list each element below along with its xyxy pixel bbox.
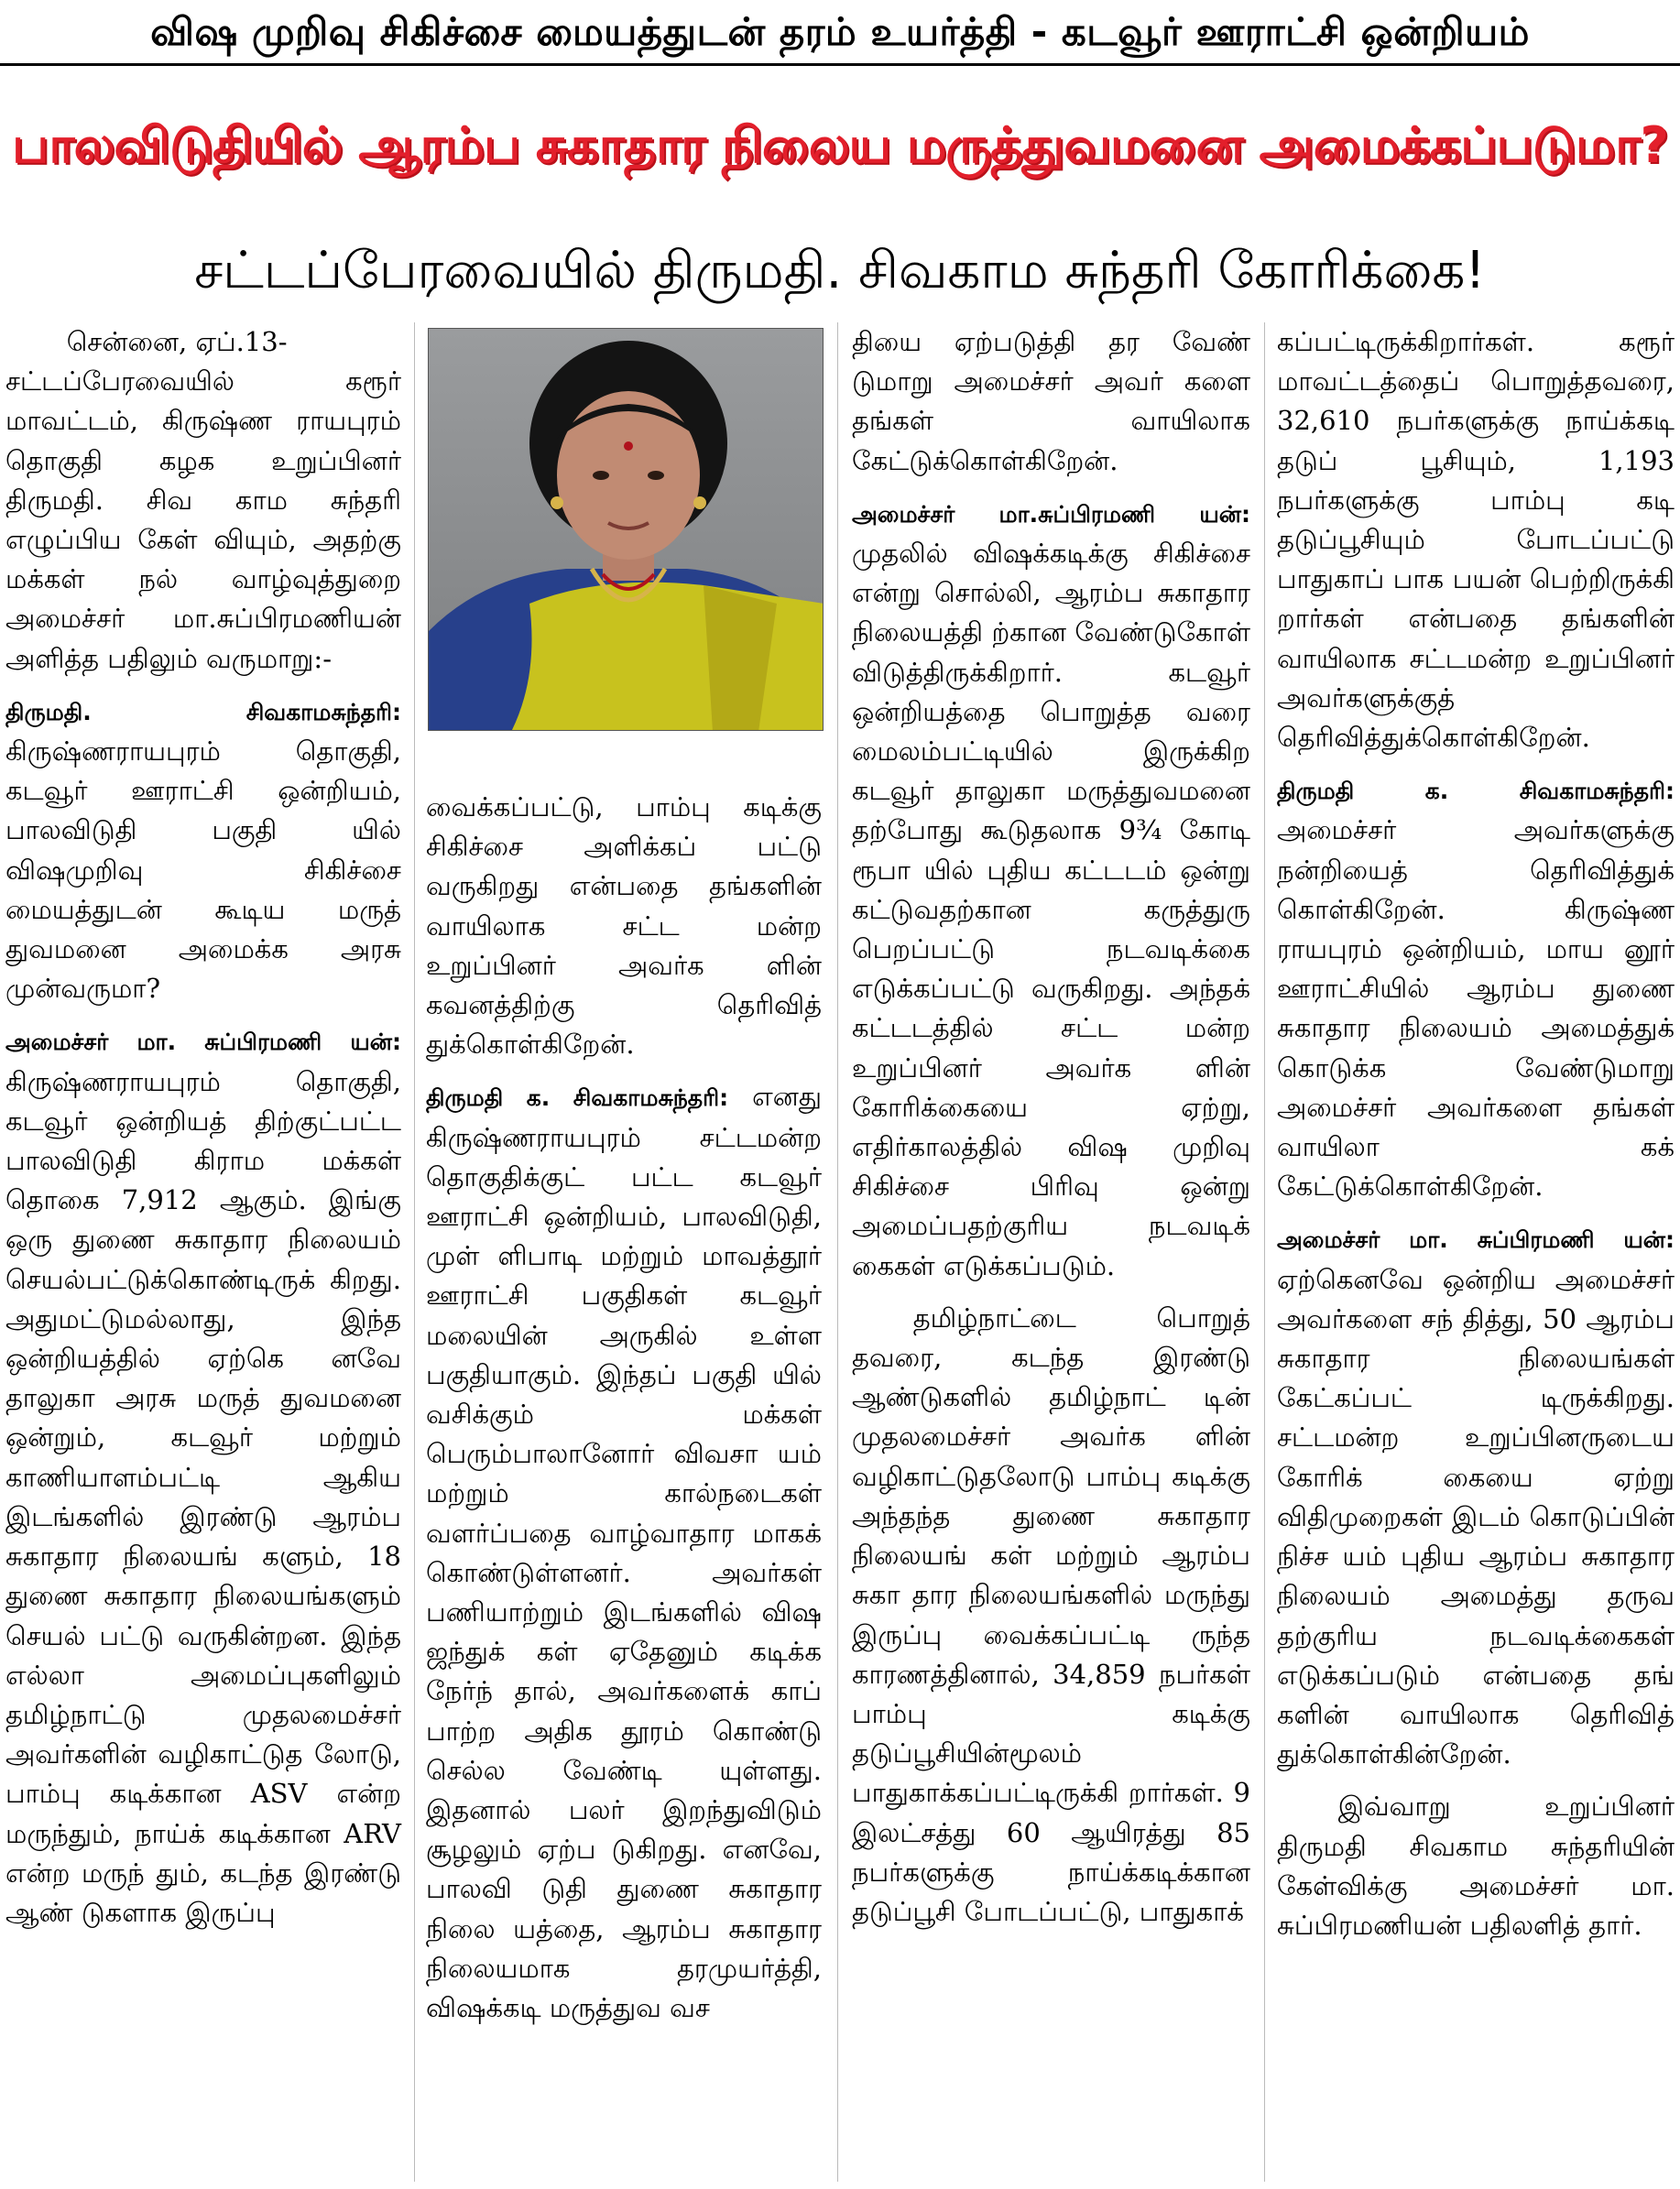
answer-1: [5, 1021, 401, 1933]
speaker-label: திருமதி க. சிவகாமசுந்தரி:: [1277, 778, 1675, 805]
answer-2-text: முதலில் விஷக்கடிக்கு சிகிச்சை என்று சொல்லி, ஆரம்ப சுகாதார நிலையத்தி ற்கான வேண்டுகோள் விடுத்திருக்கிறார். கடவூர் ஒன்றியத்தை பொறுத்த வரை மைலம்பட்டியில் இருக்கிற கடவூர் தாலுகா மருத்துவமனை தற்போது கூடுதலாக 9¾ கோடி ரூபா யில் புதிய கட்டடம் ஒன்று கட்டுவதற்கான கருத்துரு பெறப்பட்டு நடவடிக்கை எடுக்கப்பட்டு வருகிறது. அந்தக் கட்டடத்தில் சட்ட மன்ற உறுப்பினர் அவர்க ளின் கோரிக்கையை ஏற்று, எதிர்காலத்தில் விஷ முறிவு சிகிச்சை பிரிவு ஒன்று அமைப்பதற்குரிய நடவடிக் கைகள் எடுக்கப்படும்.: [852, 538, 1250, 1281]
answer-1-text: கிருஷ்ணராயபுரம் தொகுதி, கடவூர் ஒன்றியத் திற்குட்பட்ட பாலவிடுதி கிராம மக்கள் தொகை 7,912 ஆகும். இங்கு ஒரு துணை சுகாதார நிலையம் செயல்பட்டுக்கொண்டிருக் கிறது. அதுமட்டுமல்லாது, இந்த ஒன்றியத்தில் ஏற்கெ னவே தாலுகா அரசு மருத் துவமனை ஒன்றும், கடவூர் மற்றும் காணியாளம்பட்டி ஆகிய இடங்களில் இரண்டு ஆரம்ப சுகாதார நிலையங் களும், 18 துணை சுகாதார நிலையங்களும் செயல் பட்டு வருகின்றன. இந்த எல்லா அமைப்புகளிலும் தமிழ்நாட்டு முதலமைச்சர் அவர்களின் வழிகாட்டுத லோடு, பாம்பு கடிக்கான ASV என்ற மருந்தும், நாய்க் கடிக்கான ARV என்ற மருந் தும், கடந்த இரண்டு ஆண் டுகளாக இருப்பு: [5, 1065, 401, 1928]
question-3: [1277, 770, 1675, 1206]
answer-2: [852, 494, 1250, 1286]
speaker-label: அமைச்சர் மா. சுப்பிரமணி யன்:: [5, 1029, 401, 1056]
portrait-illustration: [429, 329, 824, 731]
article-column-3: [852, 322, 1250, 1932]
question-1: [5, 692, 401, 1009]
kicker-line: விஷ முறிவு சிகிச்சை மையத்துடன் தரம் உயர்த்தி - கடவூர் ஊராட்சி ஒன்றியம்: [0, 0, 1680, 66]
article-column-1: [5, 322, 401, 1933]
closing-paragraph: இவ்வாறு உறுப்பினர் திருமதி சிவகாம சுந்தரியின் கேள்விக்கு அமைச்சர் மா. சுப்பிரமணியன் பதிலளித் தார்.: [1277, 1791, 1675, 1941]
article-column-2: [426, 788, 822, 2028]
article-column-4: [1277, 322, 1675, 1945]
answer-3-text: ஏற்கெனவே ஒன்றிய அமைச்சர் அவர்களை சந் தித்து, 50 ஆரம்ப சுகாதார நிலையங்கள் கேட்கப்பட் டிருக்கிறது. சட்டமன்ற உறுப்பினருடைய கோரிக் கையை ஏற்று விதிமுறைகள் இடம் கொடுப்பின் நிச்ச யம் புதிய ஆரம்ப சுகாதார நிலையம் அமைத்து தருவ தற்குரிய நடவடிக்கைகள் எடுக்கப்படும் என்பதை தங் களின் வாயிலாக தெரிவித் துக்கொள்கின்றேன்.: [1277, 1263, 1675, 1770]
answer-3: [1277, 1219, 1675, 1774]
intro-paragraph: சட்டப்பேரவையில் கரூர் மாவட்டம், கிருஷ்ண ராயபுரம் தொகுதி கழக உறுப்பினர் திருமதி. சிவ காம சுந்தரி எழுப்பிய கேள் வியும், அதற்கு மக்கள் நல் வாழ்வுத்துறை அமைச்சர் மா.சுப்பிரமணியன் அளித்த பதிலும் வருமாறு:-: [5, 365, 401, 674]
speaker-label: அமைச்சர் மா.சுப்பிரமணி யன்:: [852, 500, 1250, 528]
question-2: [426, 1077, 822, 2028]
headline: பாலவிடுதியில் ஆரம்ப சுகாதார நிலைய மருத்துவமனை அமைக்கப்படுமா?: [12, 116, 1668, 174]
answer-2-paragraph-2: தமிழ்நாட்டை பொறுத் தவரை, கடந்த இரண்டு ஆண்டுகளில் தமிழ்நாட் டின் முதலமைச்சர் அவர்க ளின் வழிகாட்டுதலோடு பாம்பு கடிக்கு அந்தந்த துணை சுகாதார நிலையங் கள் மற்றும் ஆரம்ப சுகா தார நிலையங்களில் மருந்து இருப்பு வைக்கப்பட்டி ருந்த காரணத்தினால், 34,859 நபர்கள் பாம்பு கடிக்கு தடுப்பூசியின்மூலம் பாதுகாக்கப்பட்டிருக்கி றார்கள். 9 இலட்சத்து 60 ஆயிரத்து 85 நபர்களுக்கு நாய்க்கடிக்கான தடுப்பூசி போடப்பட்டு, பாதுகாக்: [852, 1301, 1250, 1927]
column-rule: [414, 322, 415, 2182]
speaker-label: திருமதி. சிவகாமசுந்தரி:: [5, 698, 401, 725]
subheadline: சட்டப்பேரவையில் திருமதி. சிவகாம சுந்தரி கோரிக்கை!: [194, 241, 1486, 300]
question-2-continued: தியை ஏற்படுத்தி தர வேண் டுமாறு அமைச்சர் அவர் களை தங்கள் வாயிலாக கேட்டுக்கொள்கிறேன்.: [852, 326, 1250, 476]
column-rule: [1264, 322, 1265, 2182]
question-2-text: எனது கிருஷ்ணராயபுரம் சட்டமன்ற தொகுதிக்குட் பட்ட கடவூர் ஊராட்சி ஒன்றியம், பாலவிடுதி, முள் ளிபாடி மற்றும் மாவத்தூர் ஊராட்சி பகுதிகள் கடவூர் மலையின் அருகில் உள்ள பகுதியாகும். இந்தப் பகுதி யில் வசிக்கும் மக்கள் பெரும்பாலானோர் விவசா யம் மற்றும் கால்நடைகள் வளர்ப்பதை வாழ்வாதார மாகக் கொண்டுள்ளனர். அவர்கள் பணியாற்றும் இடங்களில் விஷ ஜந்துக் கள் ஏதேனும் கடிக்க நேர்ந் தால், அவர்களைக் காப் பாற்ற அதிக தூரம் கொண்டு செல்ல வேண்டி யுள்ளது. இதனால் பலர் இறந்துவிடும் சூழலும் ஏற்ப டுகிறது. எனவே, பாலவி டுதி துணை சுகாதார நிலை யத்தை, ஆரம்ப சுகாதார நிலையமாக தரமுயர்த்தி, விஷக்கடி மருத்துவ வச: [426, 1081, 822, 2024]
answer-2-continued: கப்பட்டிருக்கிறார்கள். கரூர் மாவட்டத்தைப் பொறுத்தவரை, 32,610 நபர்களுக்கு நாய்க்கடி தடுப் பூசியும், 1,193 நபர்களுக்கு பாம்பு கடி தடுப்பூசியும் போடப்பட்டு பாதுகாப் பாக பயன் பெற்றிருக்கி றார்கள் என்பதை தங்களின் வாயிலாக சட்டமன்ற உறுப்பினர் அவர்களுக்குத் தெரிவித்துக்கொள்கிறேன்.: [1277, 326, 1675, 754]
question-1-text: கிருஷ்ணராயபுரம் தொகுதி, கடவூர் ஊராட்சி ஒன்றியம், பாலவிடுதி பகுதி யில் விஷமுறிவு சிகிச்சை மையத்துடன் கூடிய மருத் துவமனை அமைக்க அரசு முன்வருமா?: [5, 735, 401, 1005]
column-rule: [837, 322, 838, 2182]
speaker-label: திருமதி க. சிவகாமசுந்தரி:: [426, 1084, 729, 1112]
dateline: சென்னை, ஏப்.13-: [66, 326, 288, 357]
answer-1-continued: வைக்கப்பட்டு, பாம்பு கடிக்கு சிகிச்சை அளிக்கப் பட்டு வருகிறது என்பதை தங்களின் வாயிலாக சட்ட மன்ற உறுப்பினர் அவர்க ளின் கவனத்திற்கு தெரிவித் துக்கொள்கிறேன்.: [426, 791, 822, 1061]
speaker-label: அமைச்சர் மா. சுப்பிரமணி யன்:: [1277, 1226, 1675, 1254]
portrait-photo: [428, 328, 824, 731]
question-3-text: அமைச்சர் அவர்களுக்கு நன்றியைத் தெரிவித்துக் கொள்கிறேன். கிருஷ்ண ராயபுரம் ஒன்றியம், மாய னூர் ஊராட்சியில் ஆரம்ப துணை சுகாதார நிலையம் அமைத்துக் கொடுக்க வேண்டுமாறு அமைச்சர் அவர்களை தங்கள் வாயிலா கக் கேட்டுக்கொள்கிறேன்.: [1277, 814, 1675, 1203]
